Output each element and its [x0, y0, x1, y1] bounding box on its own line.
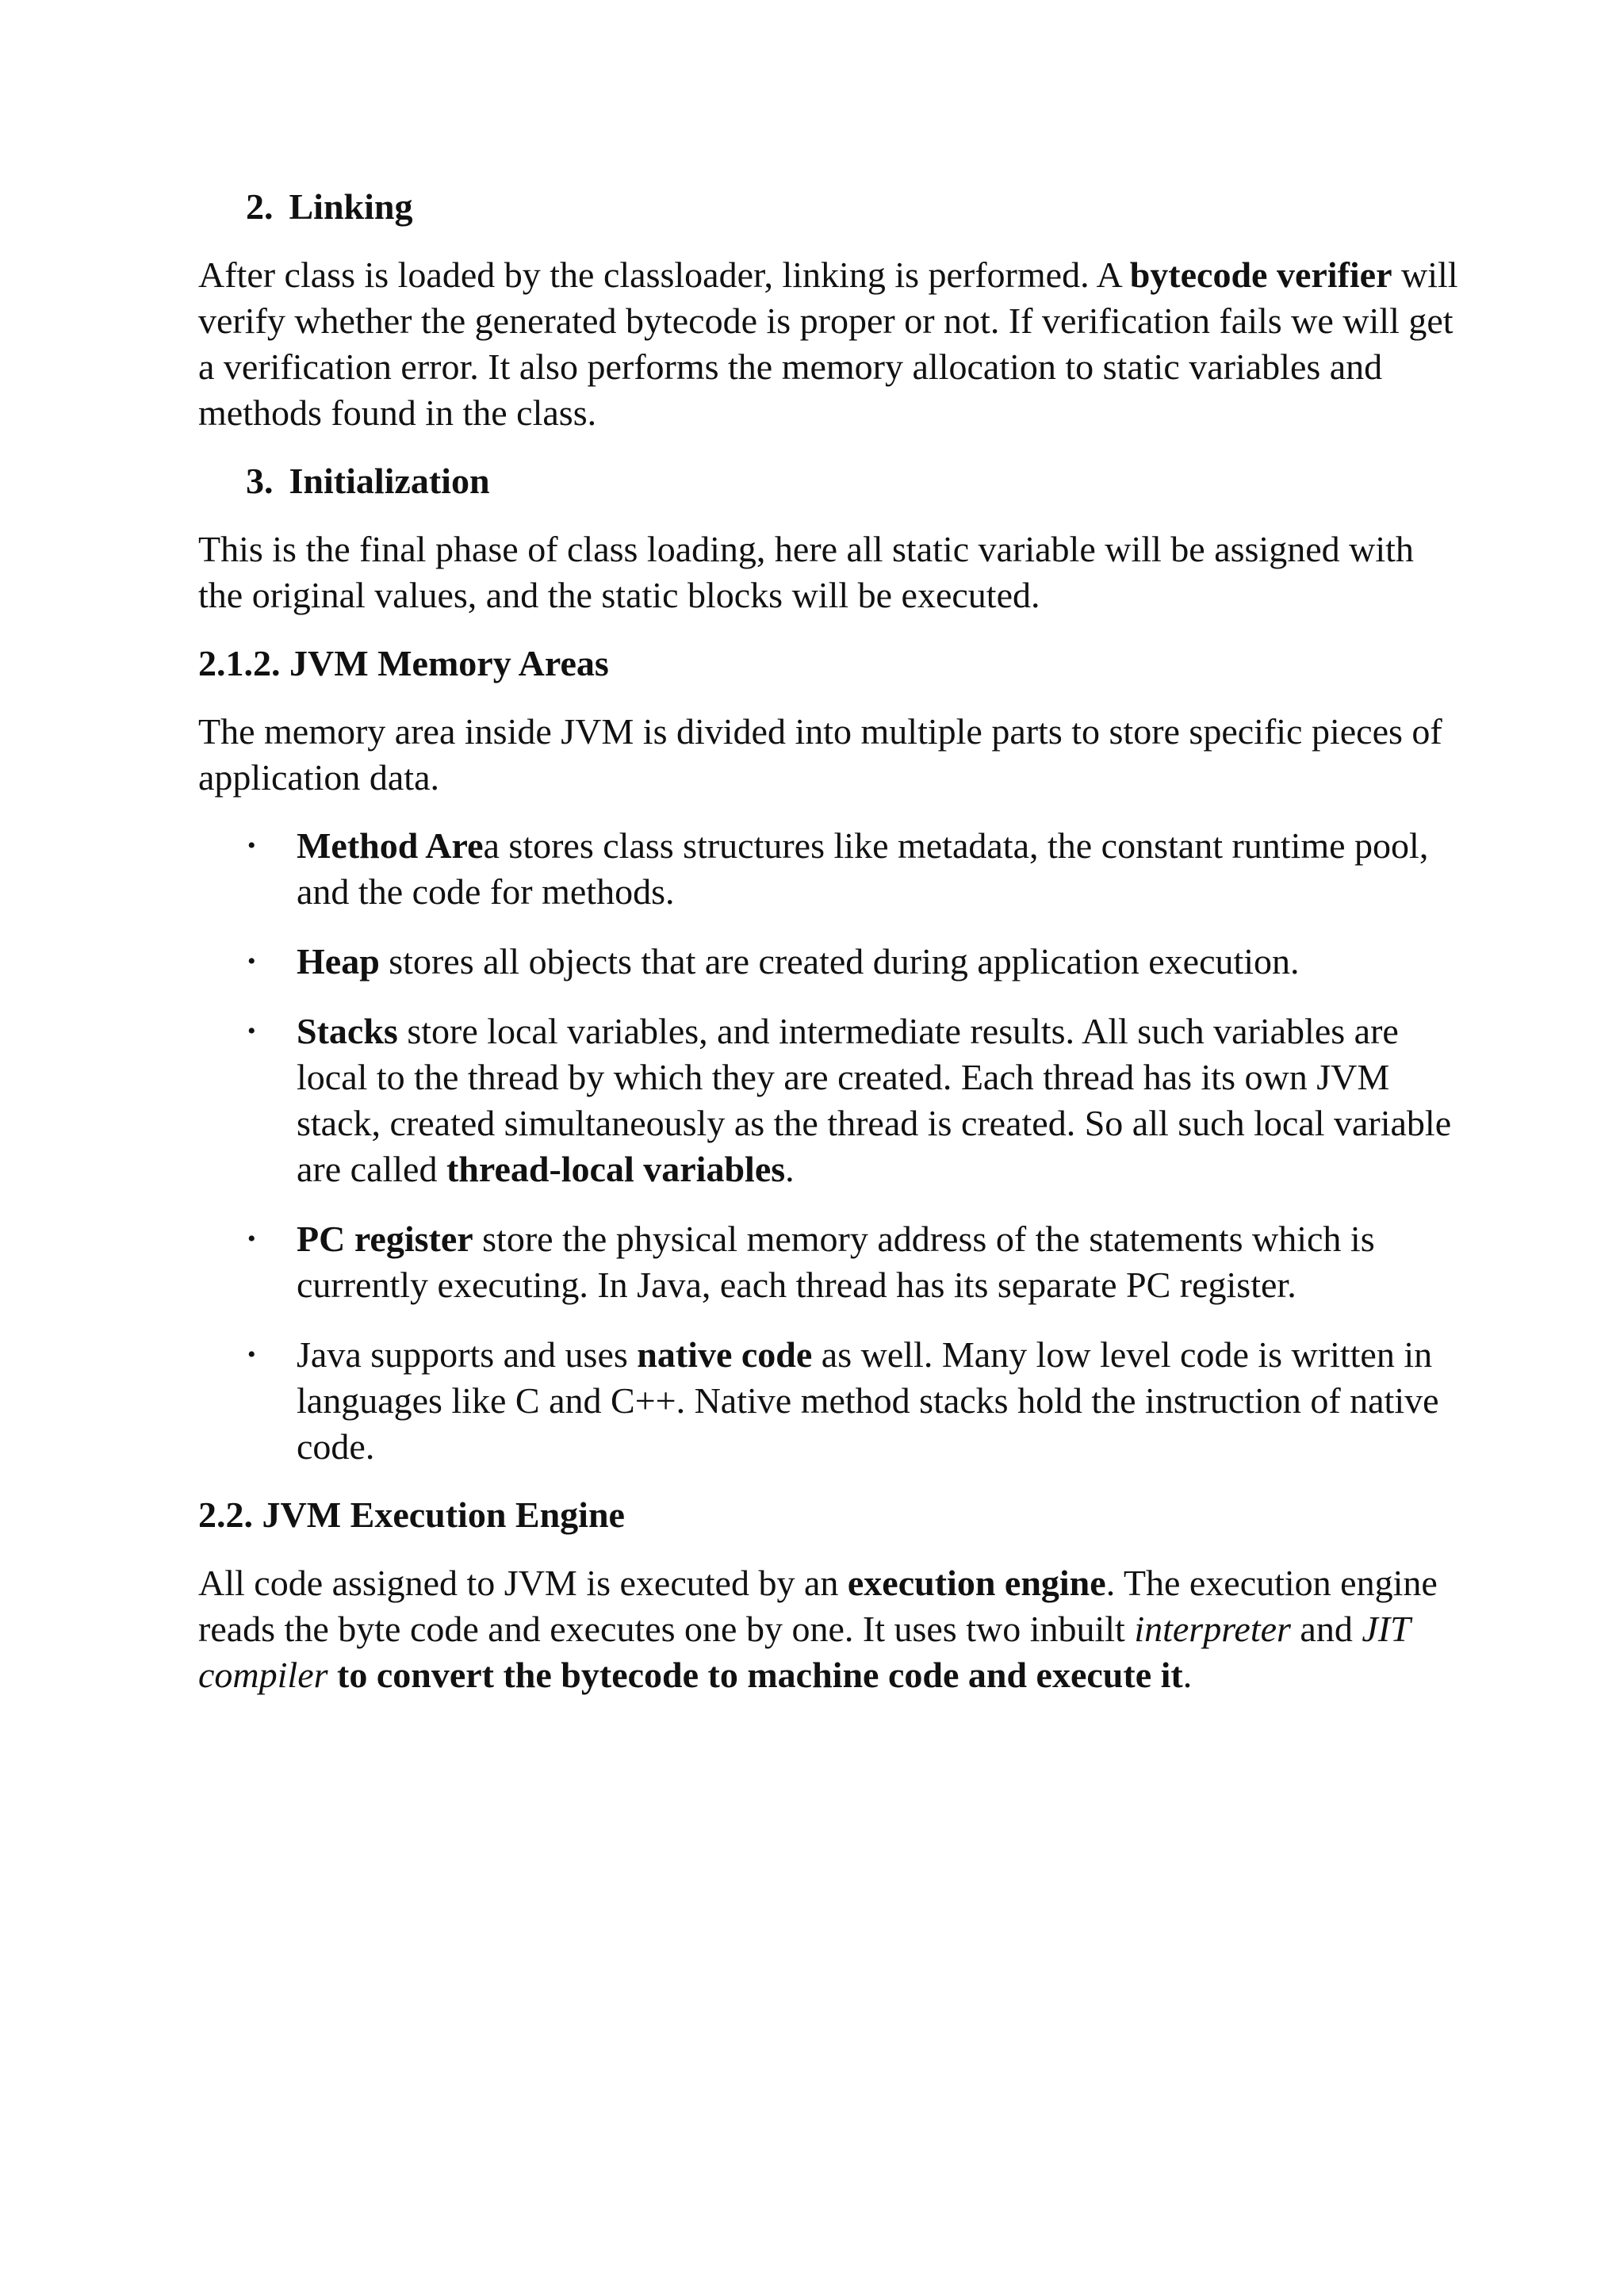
item-text: as well. Many low level code is written in languages like C and C++. Native method stacks hold the instruction of native code. — [297, 1334, 1439, 1467]
item-bold-term: Stacks — [297, 1011, 398, 1051]
execution-engine-paragraph — [198, 1560, 1459, 1698]
bullet-icon: • — [247, 1018, 256, 1044]
execution-engine-heading: 2.2. JVM Execution Engine — [198, 1494, 625, 1535]
initialization-paragraph: This is the final phase of class loading, here all static variable will be assigned with the original values, and the static blocks will be executed. — [198, 529, 1414, 615]
linking-bold-bytecode-verifier: bytecode verifier — [1129, 254, 1392, 295]
list-item-pc-register — [198, 1216, 1459, 1308]
list-item-stacks — [198, 1008, 1459, 1192]
bullet-icon: • — [247, 1341, 256, 1368]
linking-text-2: will verify whether the generated bytecode is proper or not. If verification fails we will get a verification error. It also performs the memory allocation to static variables and methods found in the class. — [198, 254, 1458, 433]
item-bold-term: native code — [637, 1334, 813, 1375]
initialization-title: Initialization — [289, 461, 490, 501]
item-text: a stores class structures like metadata, the constant runtime pool, and the code for methods. — [297, 825, 1429, 912]
list-item-native-code — [198, 1332, 1459, 1470]
linking-text-1: After class is loaded by the classloader, linking is performed. A — [198, 254, 1130, 295]
linking-paragraph — [198, 252, 1459, 436]
ee-text-3: and — [1290, 1609, 1362, 1649]
ee-text-1: All code assigned to JVM is executed by an — [198, 1563, 848, 1603]
list-item-heap — [198, 939, 1459, 985]
ee-bold-convert: to convert the bytecode to machine code and execute it — [337, 1655, 1183, 1695]
memory-areas-list — [198, 823, 1459, 1470]
memory-areas-heading: 2.1.2. JVM Memory Areas — [198, 643, 609, 683]
linking-number: 2. — [246, 186, 274, 227]
item-text-start: Java supports and uses — [297, 1334, 638, 1375]
ee-text-4 — [328, 1655, 338, 1695]
document-body — [198, 184, 1459, 1720]
list-item-method-area — [198, 823, 1459, 915]
ee-italic-interpreter: interpreter — [1134, 1609, 1291, 1649]
ee-text-5: . — [1182, 1655, 1193, 1695]
item-text: store local variables, and intermediate results. All such variables are local to the thread by which they are created. Each thread has its own JVM stack, created simultaneously as the thread is created. So all such local variable are called — [297, 1011, 1452, 1189]
linking-heading — [198, 184, 1459, 230]
ee-bold-execution-engine: execution engine — [847, 1563, 1106, 1603]
memory-areas-intro: The memory area inside JVM is divided into multiple parts to store specific pieces of application data. — [198, 711, 1442, 798]
item-text: store the physical memory address of the statements which is currently executing. In Java, each thread has its separate PC register. — [297, 1219, 1375, 1305]
item-bold-term: Heap — [297, 941, 380, 982]
item-bold-thread-local: thread-local variables — [446, 1149, 786, 1189]
item-text-end: . — [785, 1149, 795, 1189]
ee-italic-jit-compiler: JIT compiler — [198, 1609, 1410, 1695]
item-bold-term: Method Are — [297, 825, 484, 866]
ee-text-2: . The execution engine reads the byte code and executes one by one. It uses two inbuilt — [198, 1563, 1438, 1649]
initialization-heading — [198, 458, 1459, 504]
bullet-icon: • — [247, 1226, 256, 1252]
bullet-icon: • — [247, 832, 256, 859]
bullet-icon: • — [247, 948, 256, 974]
item-bold-term: PC register — [297, 1219, 473, 1259]
initialization-number: 3. — [246, 461, 274, 501]
item-text: stores all objects that are created during application execution. — [379, 941, 1300, 982]
linking-title: Linking — [289, 186, 413, 227]
